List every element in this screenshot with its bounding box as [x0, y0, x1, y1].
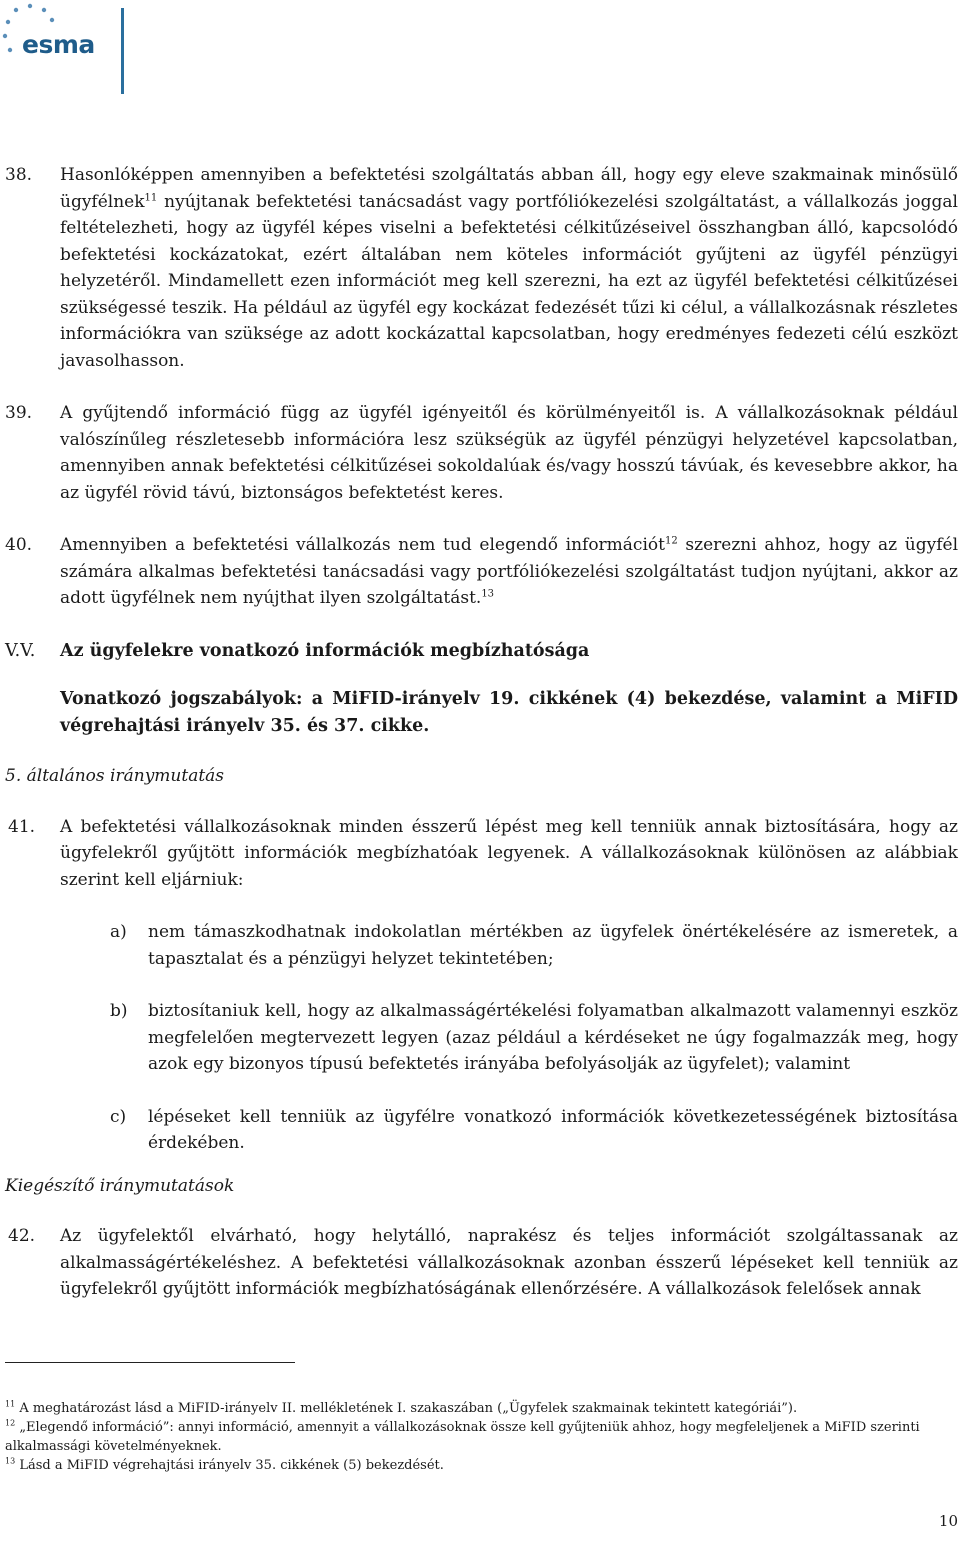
- relevant-law: Vonatkozó jogszabályok: a MiFID-irányelv 19. cikkének (4) bekezdése, valamint a MiFID végrehajtási irányelv 35. és 37. cikke.: [60, 689, 958, 736]
- page-number: 10: [938, 1512, 958, 1530]
- section-number: V.V.: [5, 640, 36, 661]
- paragraph-text-part: Amennyiben a befektetési vállalkozás nem tud elegendő információt: [60, 535, 665, 555]
- footnote-divider: [5, 1362, 295, 1363]
- footnote-ref-11: 11: [144, 191, 158, 203]
- paragraph-number: 40.: [5, 535, 33, 555]
- paragraph-text-part: nyújtanak befektetési tanácsadást vagy portfóliókezelési szolgáltatást, a vállalkozás joggal feltételezheti, hogy az ügyfél képes viselni a befektetési célkitűzéseivel összhangban álló, kapcsolódó befektetési kockázatokat, ezért általában nem köteles információt gyűjteni az ügyfél pénzügyi helyzetéről. Mindamellett ezen információt meg kell szerezni, ha ezt az ügyfél befektetési célkitűzései szükségessé teszik. Ha például az ügyfél egy kockázat fedezését tűzi ki célul, a vállalkozásnak részletes információkra van szüksége az adott kockázattal kapcsolatban, hogy eredményes fedezeti célú eszközt javasolhasson.: [60, 191, 958, 371]
- paragraph-text-part: Hasonlóképpen amennyiben a befektetési szolgáltatás abban áll, hogy egy eleve szakmainak minősülő ügyfélnek: [60, 165, 958, 212]
- list-item-text: nem támaszkodhatnak indokolatlan mértékben az ügyfelek önértékelésére az ismeretek, a tapasztalat és a pénzügyi helyzet tekintetében;: [148, 922, 958, 969]
- footnote-ref-13: 13: [481, 588, 495, 600]
- section-title: Az ügyfelekre vonatkozó információk megbízhatósága: [60, 640, 590, 661]
- paragraph-number: 42.: [8, 1226, 36, 1246]
- list-item-text: lépéseket kell tenniük az ügyfélre vonatkozó információk következetességének biztosítása érdekében.: [148, 1106, 958, 1153]
- paragraph-number: 39.: [5, 403, 33, 423]
- list-item: [110, 998, 958, 1078]
- footnote-11: [5, 1399, 950, 1418]
- logo-divider: [121, 8, 124, 94]
- footnote-number: 13: [5, 1456, 16, 1466]
- paragraph-text: Az ügyfelektől elvárható, hogy helytálló, naprakész és teljes információt szolgáltassanak az alkalmasságértékeléshez. A befektetési vállalkozásoknak azonban ésszerű lépéseket kell tenniük az ügyfelekről gyűjtött információk megbízhatóságának ellenőrzésére. A vállalkozások felelősek annak: [60, 1226, 958, 1299]
- list-item: [110, 1104, 958, 1157]
- section-heading: [5, 638, 958, 665]
- list-item-label: a): [110, 922, 127, 942]
- list-item-text: biztosítaniuk kell, hogy az alkalmasságértékelési folyamatban alkalmazott valamennyi eszköz megfelelően megtervezett legyen (azaz például a kérdéseket ne úgy fogalmazzák meg, hogy azok egy bizonyos típusú befektetés irányába befolyásolják az ügyfelet); valamint: [148, 1001, 958, 1074]
- document-body: [5, 162, 958, 1329]
- footnote-text: „Elegendő információ”: annyi információ, amennyit a vállalkozásoknak össze kell gyűjteniük ahhoz, hogy megfeleljenek a MiFID szerinti alkalmassági követelményeknek.: [5, 1420, 920, 1454]
- list-item: [110, 919, 958, 972]
- list-item-label: c): [110, 1106, 127, 1127]
- paragraph-number: 41.: [8, 816, 36, 837]
- paragraph-number: 38.: [5, 165, 33, 185]
- paragraph-text: [60, 162, 958, 374]
- esma-logo: [0, 0, 130, 100]
- guideline-title: 5. általános iránymutatás: [5, 766, 225, 786]
- footnote-12: [5, 1418, 950, 1456]
- paragraph-text-part: szerezni ahhoz, hogy az ügyfél számára alkalmas befektetési tanácsadási vagy portfóliókezelési szolgáltatást tudjon nyújtani, akkor az adott ügyfélnek nem nyújthat ilyen szolgáltatást.: [60, 535, 959, 608]
- footnote-13: [5, 1456, 950, 1475]
- footnote-number: 11: [5, 1399, 16, 1409]
- item-list: [110, 919, 958, 1157]
- footnote-ref-12: 12: [664, 535, 678, 547]
- list-item-label: b): [110, 1001, 128, 1021]
- paragraph-39: [5, 400, 958, 506]
- footnotes: [5, 1399, 950, 1475]
- paragraph-text: [60, 532, 958, 612]
- paragraph-38: [5, 162, 958, 374]
- footnote-text: A meghatározást lásd a MiFID-irányelv II. mellékletének I. szakaszában („Ügyfelek szakmainak tekintett kategóriái”).: [15, 1401, 798, 1416]
- supplementary-title: Kiegészítő iránymutatások: [5, 1175, 235, 1196]
- paragraph-40: [5, 532, 958, 612]
- paragraph-text: A befektetési vállalkozásoknak minden ésszerű lépést meg kell tenniük annak biztosítására, hogy az ügyfelekről gyűjtött információk megbízhatóak legyenek. A vállalkozásoknak különösen az alábbiak szerint kell eljárniuk:: [60, 816, 958, 890]
- logo-text: esma: [22, 30, 95, 59]
- footnote-text: Lásd a MiFID végrehajtási irányelv 35. cikkének (5) bekezdését.: [15, 1458, 444, 1473]
- footnote-number: 12: [5, 1418, 16, 1428]
- paragraph-42: [5, 1223, 958, 1303]
- paragraph-41: [5, 814, 958, 894]
- paragraph-text: A gyűjtendő információ függ az ügyfél igényeitől és körülményeitől is. A vállalkozásoknak például valószínűleg részletesebb információra lesz szükségük az ügyfél pénzügyi helyzetével kapcsolatban, amennyiben annak befektetési célkitűzései sokoldalúak és/vagy hosszú távúak, és kevesebbre akkor, ha az ügyfél rövid távú, biztonságos befektetést keres.: [60, 403, 958, 503]
